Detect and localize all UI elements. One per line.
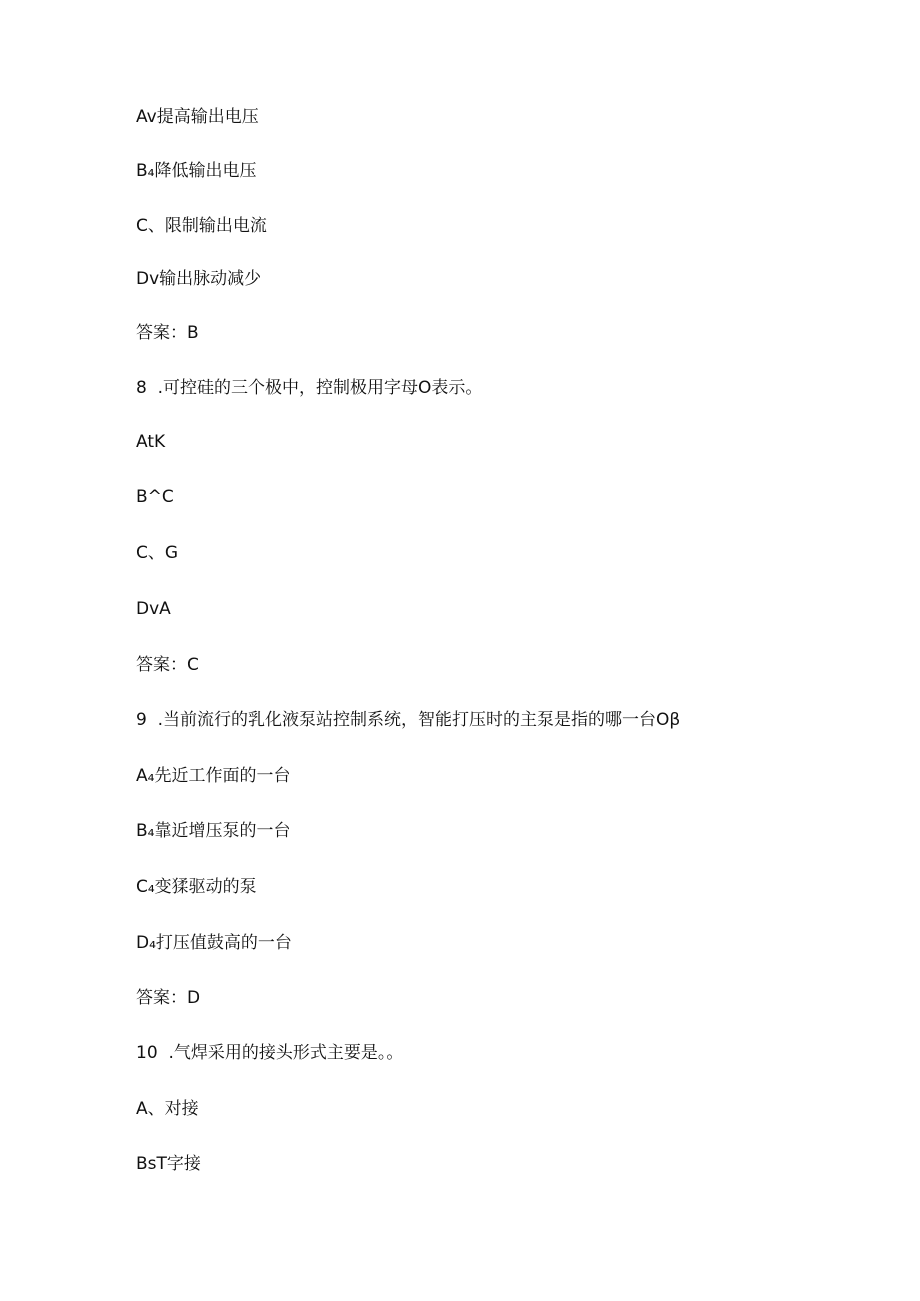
answer-line: 答案：D bbox=[136, 988, 201, 1008]
option-line: A₄先近工作面的一台 bbox=[136, 766, 291, 786]
question-line: 9 .当前流行的乳化液泵站控制系统，智能打压时的主泵是指的哪一台Oβ bbox=[136, 710, 681, 730]
option-line: D₄打压值鼓高的一台 bbox=[136, 933, 292, 953]
question-line: 8 .可控硅的三个极中，控制极用字母O表示。 bbox=[136, 378, 483, 398]
option-line: C、限制输出电流 bbox=[136, 216, 267, 236]
option-line: C₄变猱驱动的泵 bbox=[136, 877, 257, 897]
answer-line: 答案：C bbox=[136, 655, 199, 675]
option-line: C、G bbox=[136, 543, 179, 563]
option-line: Av提高输出电压 bbox=[136, 107, 259, 127]
option-line: AtK bbox=[136, 432, 166, 452]
option-line: B^C bbox=[136, 487, 174, 507]
option-line: A、对接 bbox=[136, 1099, 199, 1119]
option-line: BsT字接 bbox=[136, 1154, 201, 1174]
question-line: 10 .气焊采用的接头形式主要是。。 bbox=[136, 1043, 404, 1063]
option-line: Dv输出脉动减少 bbox=[136, 269, 262, 289]
option-line: DvA bbox=[136, 599, 171, 619]
option-line: B₄靠近增压泵的一台 bbox=[136, 821, 291, 841]
option-line: B₄降低输出电压 bbox=[136, 161, 257, 181]
answer-line: 答案：B bbox=[136, 323, 199, 343]
